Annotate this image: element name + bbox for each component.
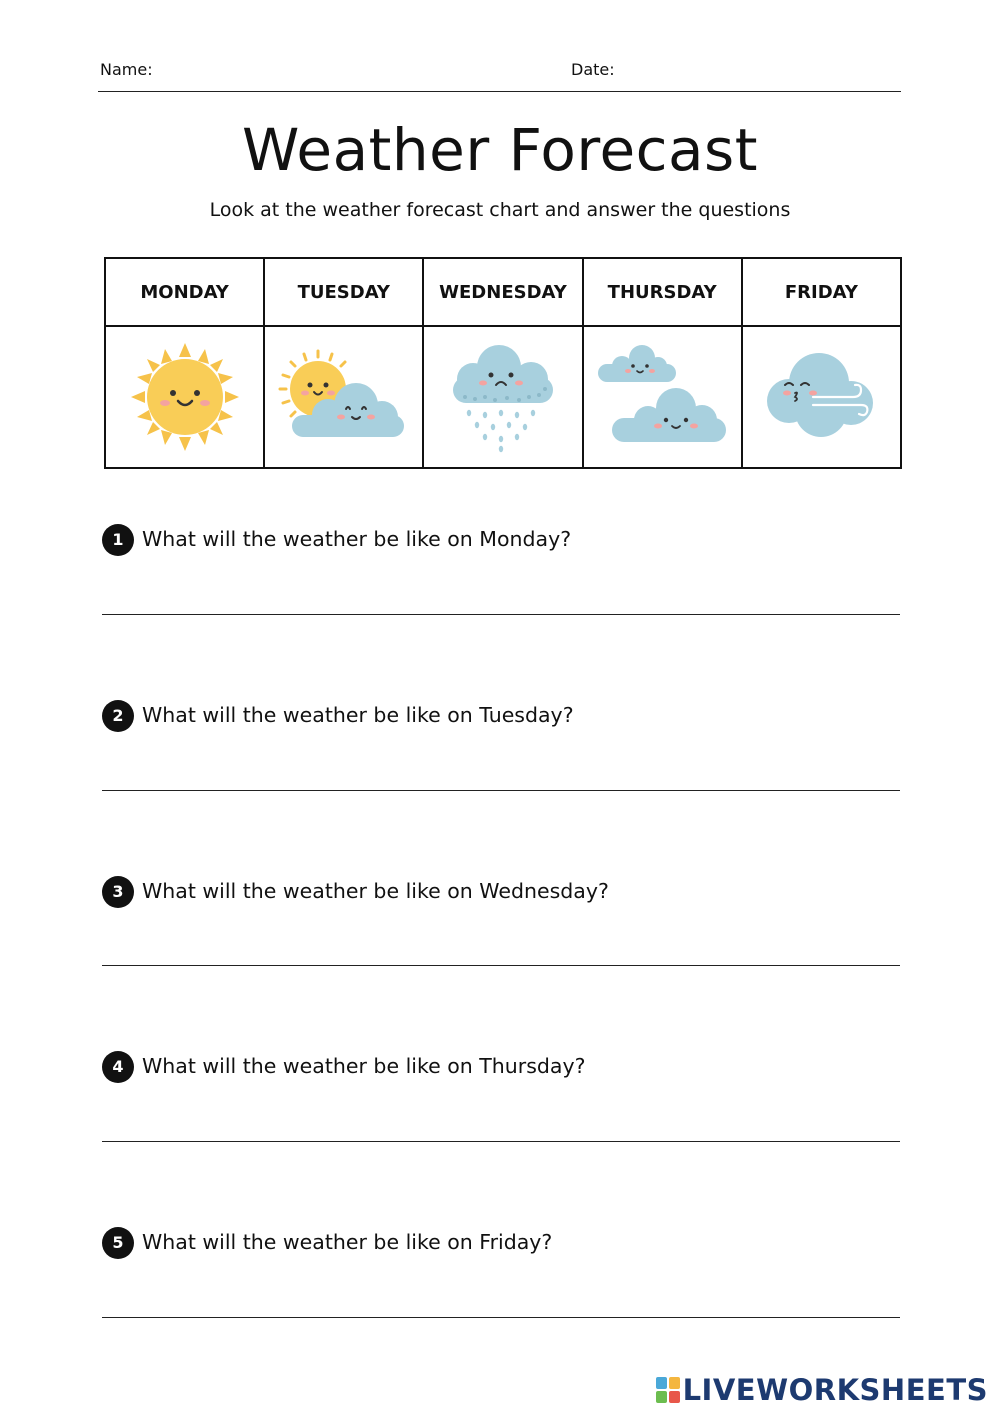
question-number-badge: 3 bbox=[102, 876, 134, 908]
forecast-days-row bbox=[105, 258, 901, 326]
question-text: What will the weather be like on Friday? bbox=[142, 1230, 553, 1254]
answer-line-4[interactable] bbox=[102, 1141, 900, 1142]
day-friday: FRIDAY bbox=[742, 258, 901, 326]
page-subtitle: Look at the weather forecast chart and answer the questions bbox=[209, 199, 791, 221]
rain-cloud-icon bbox=[445, 339, 561, 455]
partly-cloudy-icon bbox=[276, 347, 412, 447]
day-thursday: THURSDAY bbox=[583, 258, 742, 326]
question-text: What will the weather be like on Wednesday? bbox=[142, 879, 609, 903]
liveworksheets-mark-icon bbox=[656, 1377, 680, 1403]
forecast-icons-row bbox=[105, 326, 901, 468]
answer-line-2[interactable] bbox=[102, 790, 900, 791]
monday-weather-cell bbox=[105, 326, 264, 468]
day-tuesday: TUESDAY bbox=[264, 258, 423, 326]
forecast-table bbox=[104, 257, 902, 469]
windy-icon bbox=[761, 347, 881, 447]
tuesday-weather-cell bbox=[264, 326, 423, 468]
answer-line-1[interactable] bbox=[102, 614, 900, 615]
question-text: What will the weather be like on Monday? bbox=[142, 527, 572, 551]
day-monday: MONDAY bbox=[105, 258, 264, 326]
wednesday-weather-cell bbox=[423, 326, 582, 468]
cloudy-icon bbox=[592, 342, 732, 452]
friday-weather-cell bbox=[742, 326, 901, 468]
name-label: Name: bbox=[100, 60, 153, 79]
answer-line-5[interactable] bbox=[102, 1317, 900, 1318]
question-number-badge: 5 bbox=[102, 1227, 134, 1259]
answer-line-3[interactable] bbox=[102, 965, 900, 966]
name-date-header bbox=[98, 60, 901, 92]
page-title: Weather Forecast bbox=[241, 116, 759, 184]
question-number-badge: 1 bbox=[102, 524, 134, 556]
liveworksheets-logo bbox=[656, 1372, 988, 1408]
thursday-weather-cell bbox=[583, 326, 742, 468]
brand-name: LIVEWORKSHEETS bbox=[682, 1373, 988, 1407]
question-text: What will the weather be like on Tuesday? bbox=[142, 703, 574, 727]
sunny-icon bbox=[125, 337, 245, 457]
question-number-badge: 4 bbox=[102, 1051, 134, 1083]
day-wednesday: WEDNESDAY bbox=[423, 258, 582, 326]
question-text: What will the weather be like on Thursday? bbox=[142, 1054, 586, 1078]
question-number-badge: 2 bbox=[102, 700, 134, 732]
date-label: Date: bbox=[571, 60, 615, 79]
